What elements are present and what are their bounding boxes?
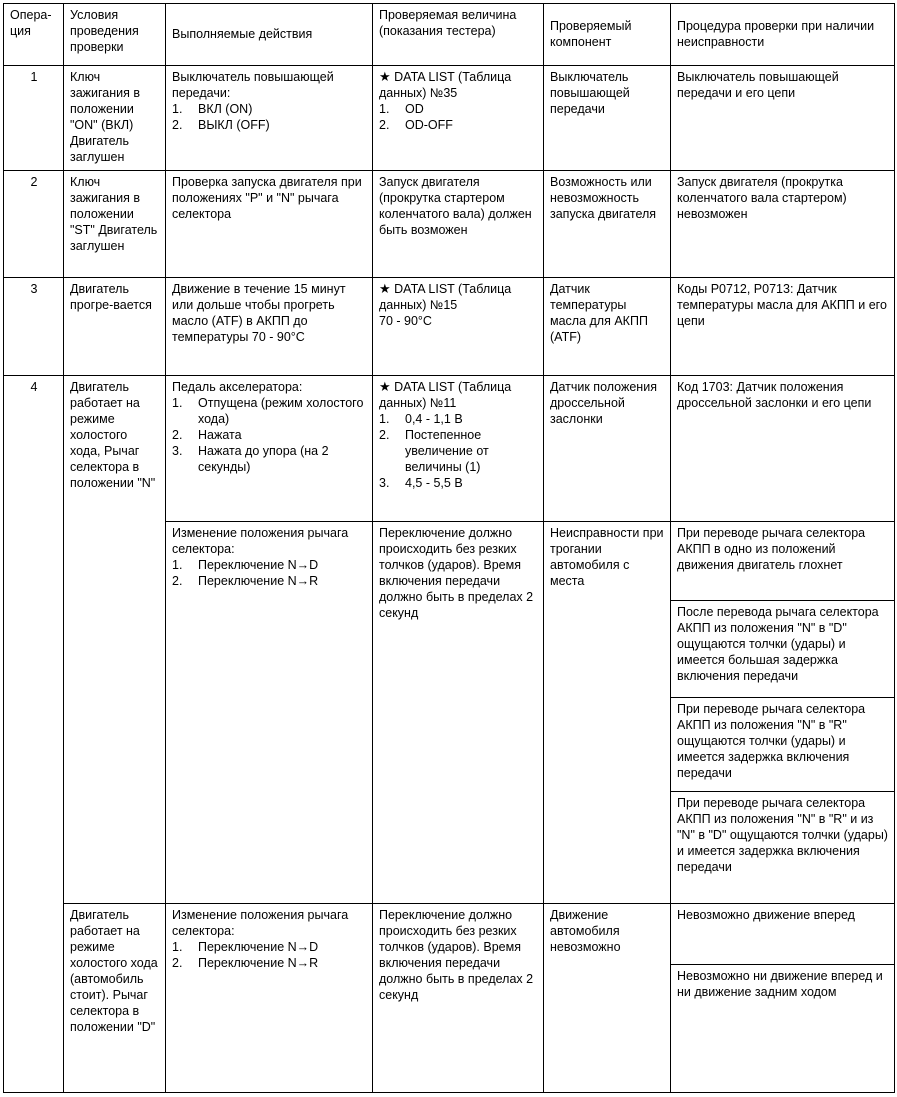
arrow-right-icon: → <box>296 956 310 971</box>
actions-cell <box>166 65 373 171</box>
value-cell <box>373 65 544 171</box>
star-icon: ★ <box>379 281 391 297</box>
list-item: 2. Переключение N→R <box>172 574 319 589</box>
header-component: Проверяемый компонент <box>544 4 671 66</box>
actions-title: Изменение положения рычага селектора: <box>172 908 349 939</box>
actions-title: Изменение положения рычага селектора: <box>172 526 349 557</box>
procedure-cell: Невозможно движение вперед <box>671 904 895 965</box>
actions-cell: Движение в течение 15 минут или дольше чтобы прогреть масло (ATF) в АКПП до температуры 70 - 90°C <box>166 278 373 376</box>
arrow-right-icon: → <box>296 574 310 589</box>
procedure-cell: Невозможно ни движение вперед и ни движение задним ходом <box>671 964 895 1092</box>
list-item: 3. 4,5 - 5,5 В <box>379 476 463 491</box>
procedure-cell: Выключатель повышающей передачи и его цепи <box>671 65 895 171</box>
procedure-cell: При переводе рычага селектора АКПП из положения "N" в "R" и из "N" в "D" ощущаются толчки (удары) и имеется задержка включения передачи <box>671 792 895 904</box>
table-row <box>4 376 895 522</box>
conditions-cell: Ключ зажигания в положении "ON" (ВКЛ) Двигатель заглушен <box>64 65 166 171</box>
actions-title: Выключатель повышающей передачи: <box>172 69 334 100</box>
arrow-right-icon: → <box>296 558 310 573</box>
conditions-cell: Ключ зажигания в положении "ST" Двигатель заглушен <box>64 171 166 278</box>
header-value: Проверяемая величина (показания тестера) <box>373 4 544 66</box>
op-number: 3 <box>4 278 64 376</box>
actions-cell <box>166 376 373 522</box>
diagnostic-table <box>3 3 895 1093</box>
op-number: 4 <box>4 376 64 1093</box>
list-item: 1. Отпущена (режим холостого хода) <box>172 396 364 427</box>
table-row <box>4 65 895 171</box>
op-number: 1 <box>4 65 64 171</box>
list-item: 1. ВКЛ (ON) <box>172 101 253 116</box>
procedure-cell: Коды P0712, P0713: Датчик температуры масла для АКПП и его цепи <box>671 278 895 376</box>
arrow-right-icon: → <box>296 940 310 955</box>
table-row <box>4 904 895 965</box>
header-op: Опера-ция <box>4 4 64 66</box>
component-cell: Неисправности при трогании автомобиля с места <box>544 522 671 904</box>
component-cell: Возможность или невозможность запуска двигателя <box>544 171 671 278</box>
header-procedure: Процедура проверки при наличии неисправности <box>671 4 895 66</box>
conditions-cell: Двигатель работает на режиме холостого хода, Рычаг селектора в положении "N" <box>64 376 166 904</box>
list-item: 3. Нажата до упора (на 2 секунды) <box>172 444 329 475</box>
conditions-cell: Двигатель работает на режиме холостого хода (автомобиль стоит). Рычаг селектора в положении "D" <box>64 904 166 1093</box>
list-item: 1. Переключение N→D <box>172 940 319 955</box>
list-item: 2. Нажата <box>172 428 242 443</box>
value-cell: Переключение должно происходить без резких толчков (ударов). Время включения передачи должно быть в пределах 2 секунд <box>373 904 544 1093</box>
list-item: 2. Постепенное увеличение от величины (1) <box>379 428 489 475</box>
table-row <box>4 278 895 376</box>
header-conditions: Условия проведения проверки <box>64 4 166 66</box>
list-item: 1. OD <box>379 101 424 116</box>
value-range: 70 - 90°C <box>379 314 432 329</box>
component-cell: Датчик температуры масла для АКПП (ATF) <box>544 278 671 376</box>
actions-cell <box>166 522 373 904</box>
value-cell <box>373 278 544 376</box>
value-title: DATA LIST (Таблица данных) №15 <box>379 282 512 313</box>
star-icon: ★ <box>379 68 391 84</box>
procedure-cell: При переводе рычага селектора АКПП из положения "N" в "R" ощущаются толчки (удары) и имеется задержка включения передачи <box>671 697 895 792</box>
list-item: 1. 0,4 - 1,1 В <box>379 412 463 427</box>
procedure-cell: После перевода рычага селектора АКПП из положения "N" в "D" ощущаются толчки (удары) и имеется большая задержка включения передачи <box>671 600 895 697</box>
component-cell: Датчик положения дроссельной заслонки <box>544 376 671 522</box>
component-cell: Выключатель повышающей передачи <box>544 65 671 171</box>
conditions-cell: Двигатель прогре-вается <box>64 278 166 376</box>
procedure-cell: Код 1703: Датчик положения дроссельной заслонки и его цепи <box>671 376 895 522</box>
header-row <box>4 4 895 66</box>
value-title: DATA LIST (Таблица данных) №11 <box>379 380 512 411</box>
component-cell: Движение автомобиля невозможно <box>544 904 671 1093</box>
list-item: 2. Переключение N→R <box>172 956 319 971</box>
actions-title: Педаль акселератора: <box>172 380 303 395</box>
value-cell <box>373 376 544 522</box>
op-number: 2 <box>4 171 64 278</box>
star-icon: ★ <box>379 379 391 395</box>
value-cell: Запуск двигателя (прокрутка стартером коленчатого вала) должен быть возможен <box>373 171 544 278</box>
value-title: DATA LIST (Таблица данных) №35 <box>379 69 512 100</box>
list-item: 1. Переключение N→D <box>172 558 319 573</box>
actions-cell: Проверка запуска двигателя при положениях "P" и "N" рычага селектора <box>166 171 373 278</box>
list-item: 2. OD-OFF <box>379 117 453 132</box>
header-actions: Выполняемые действия <box>166 4 373 66</box>
value-cell: Переключение должно происходить без резких толчков (ударов). Время включения передачи должно быть в пределах 2 секунд <box>373 522 544 904</box>
table-row <box>4 171 895 278</box>
procedure-cell: Запуск двигателя (прокрутка коленчатого вала стартером) невозможен <box>671 171 895 278</box>
actions-cell <box>166 904 373 1093</box>
procedure-cell: При переводе рычага селектора АКПП в одно из положений движения двигатель глохнет <box>671 522 895 601</box>
list-item: 2. ВЫКЛ (OFF) <box>172 117 270 132</box>
